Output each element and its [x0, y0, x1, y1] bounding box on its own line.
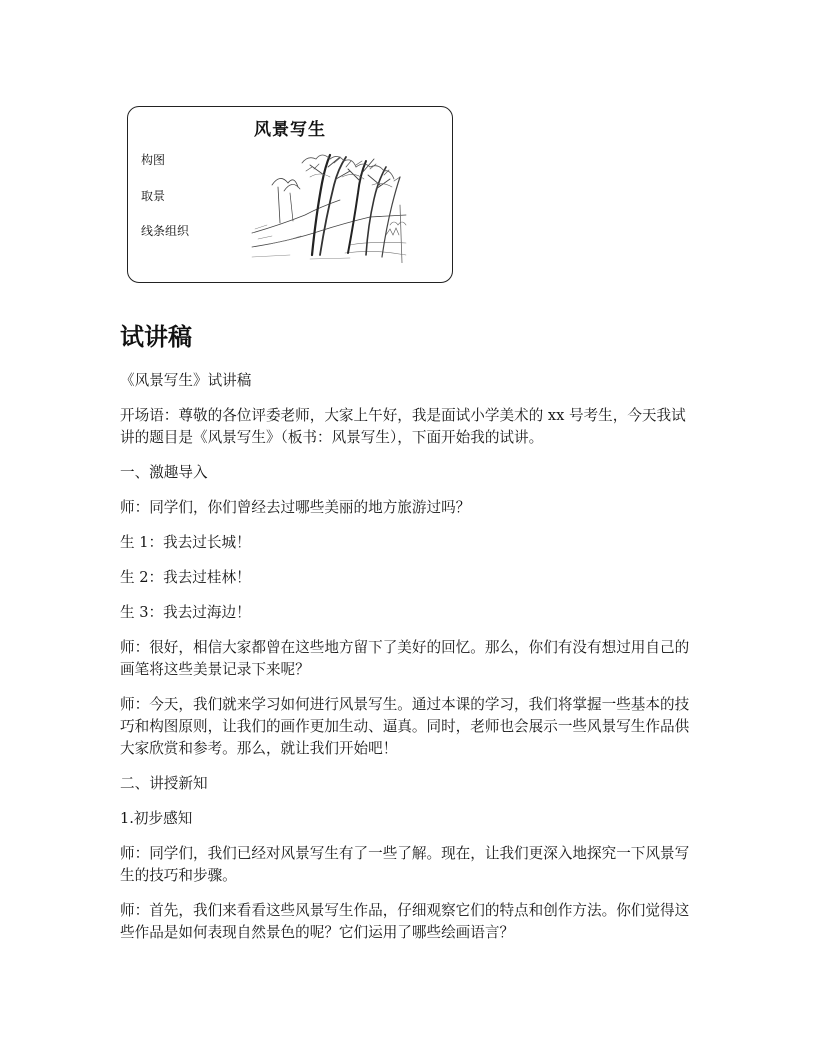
board-item-line-organization: 线条组织: [141, 224, 190, 238]
paragraph-dialogue: 师：同学们，你们曾经去过哪些美丽的地方旅游过吗？: [120, 499, 471, 516]
lecture-script-body: [120, 370, 700, 957]
landscape-sketch-image: [250, 145, 408, 263]
document-title: 试讲稿: [120, 323, 192, 351]
paragraph-opening: 开场语：尊敬的各位评委老师，大家上午好，我是面试小学美术的 xx 号考生，今天我试讲的题目是《风景写生》（板书：风景写生），下面开始我的试讲。: [120, 407, 686, 446]
paragraph-dialogue: 生 3：我去过海边！: [120, 604, 251, 621]
board-title: 风景写生: [254, 120, 326, 140]
paragraph-dialogue: 师：今天，我们就来学习如何进行风景写生。通过本课的学习，我们将掌握一些基本的技巧和构图原则，让我们的画作更加生动、逼真。同时，老师也会展示一些风景写生作品供大家欣赏和参考。那么，就让我们开始吧！: [120, 696, 690, 757]
paragraph-dialogue: 师：很好，相信大家都曾在这些地方留下了美好的回忆。那么，你们有没有想过用自己的画笔将这些美景记录下来呢？: [120, 639, 690, 678]
paragraph-dialogue: 师：同学们，我们已经对风景写生有了一些了解。现在，让我们更深入地探究一下风景写生的技巧和步骤。: [120, 845, 690, 884]
subsection-heading: 1.初步感知: [120, 810, 193, 827]
paragraph-dialogue: 生 1：我去过长城！: [120, 534, 251, 551]
board-item-composition: 构图: [141, 153, 166, 167]
paragraph-dialogue: 生 2：我去过桂林！: [120, 569, 251, 586]
blackboard-design: [127, 106, 453, 283]
board-item-framing: 取景: [141, 189, 166, 203]
section-heading-intro: 一、激趣导入: [120, 464, 208, 481]
section-heading-new-knowledge: 二、讲授新知: [120, 775, 208, 792]
script-subtitle: 《风景写生》试讲稿: [120, 372, 252, 389]
paragraph-dialogue: 师：首先，我们来看看这些风景写生作品，仔细观察它们的特点和创作方法。你们觉得这些作品是如何表现自然景色的呢？它们运用了哪些绘画语言？: [120, 902, 690, 941]
